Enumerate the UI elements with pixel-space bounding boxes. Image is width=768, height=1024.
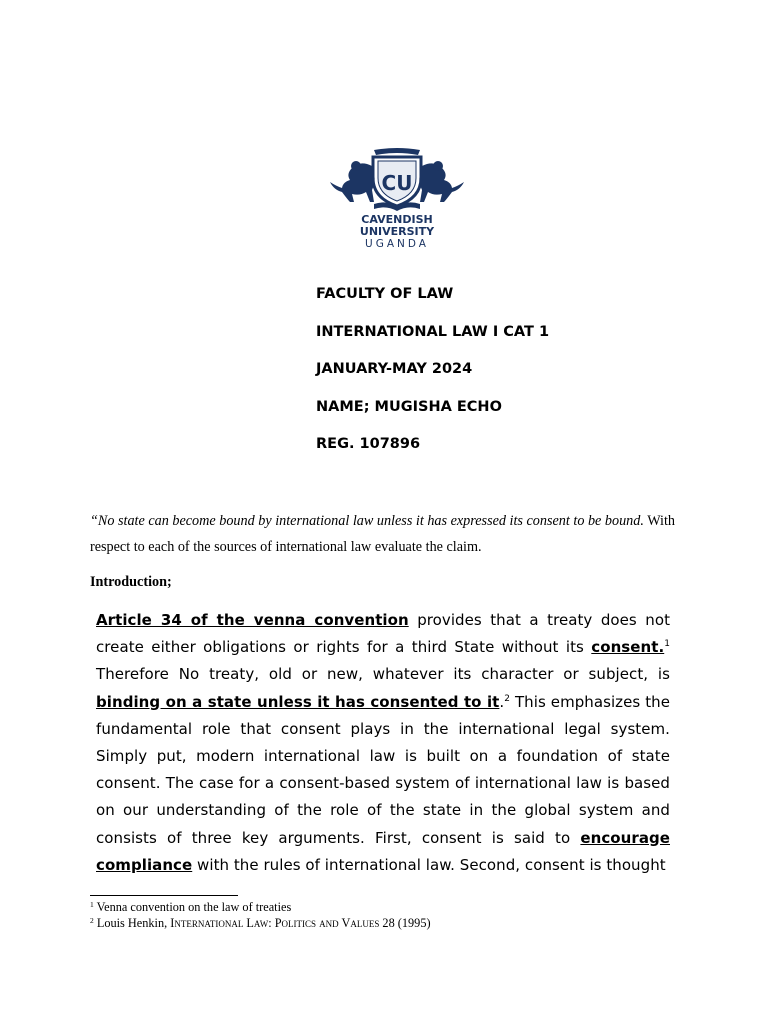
footnote-number: 1: [90, 900, 94, 909]
university-logo: [326, 146, 468, 252]
faculty-title: FACULTY OF LAW: [316, 286, 454, 302]
question-instruction: With respect to each of the sources of international law evaluate the claim.: [90, 513, 676, 555]
binding-emphasis: binding on a state unless it has consented to it: [96, 692, 500, 711]
body-text-run: Therefore No treaty, old or new, whatever its character or subject, is: [96, 665, 670, 684]
footnote-text: Venna convention on the law of treaties: [96, 900, 292, 914]
introduction-paragraph: [96, 607, 670, 879]
registration-number: REG. 107896: [316, 436, 421, 453]
footnote-citation: 28 (1995): [379, 916, 431, 930]
compliance-emphasis: encourage compliance: [96, 828, 670, 874]
footnote-ref-1[interactable]: 1: [664, 639, 670, 650]
body-text-run: This emphasizes the fundamental role that consent plays in the international legal system. Simply put, modern international law is built on a foundation of state consent. The case for a consent-based system of international law is based on our understanding of the role of the state in the global system and consists of three key arguments. First, consent is said to: [96, 692, 670, 847]
footnote-title: International Law: Politics and Values: [170, 916, 380, 930]
svg-text:UGANDA: UGANDA: [365, 238, 429, 250]
body-text-run: provides that a treaty does not create either obligations or rights for a third State without its: [96, 611, 670, 657]
footnote-ref-2[interactable]: 2: [504, 693, 510, 704]
footnote-author: Louis Henkin,: [96, 916, 171, 930]
footnote-separator: [90, 895, 238, 896]
course-title: INTERNATIONAL LAW I CAT 1: [316, 323, 550, 340]
question-quote: “No state can become bound by international law unless it has expressed its consent to be bound.: [90, 513, 644, 529]
question-prompt: [90, 508, 675, 560]
term-label: JANUARY-MAY 2024: [316, 361, 473, 378]
body-text-run: .: [499, 692, 505, 711]
article-reference: Article 34 of the venna convention: [96, 611, 409, 629]
student-name: NAME; MUGISHA ECHO: [316, 398, 502, 415]
svg-text:UNIVERSITY: UNIVERSITY: [359, 225, 435, 238]
footnote-number: 2: [90, 916, 94, 925]
cavendish-crest-icon: [326, 146, 468, 252]
svg-text:CAVENDISH: CAVENDISH: [361, 213, 433, 226]
consent-emphasis: consent.: [591, 638, 665, 657]
footnote-1: [90, 899, 431, 915]
svg-text:CU: CU: [381, 171, 413, 195]
footnote-2: [90, 915, 431, 931]
footnotes: [90, 899, 431, 931]
cover-header: [316, 284, 549, 472]
introduction-heading: Introduction;: [90, 574, 172, 590]
body-text-run: with the rules of international law. Second, consent is thought: [192, 855, 666, 874]
